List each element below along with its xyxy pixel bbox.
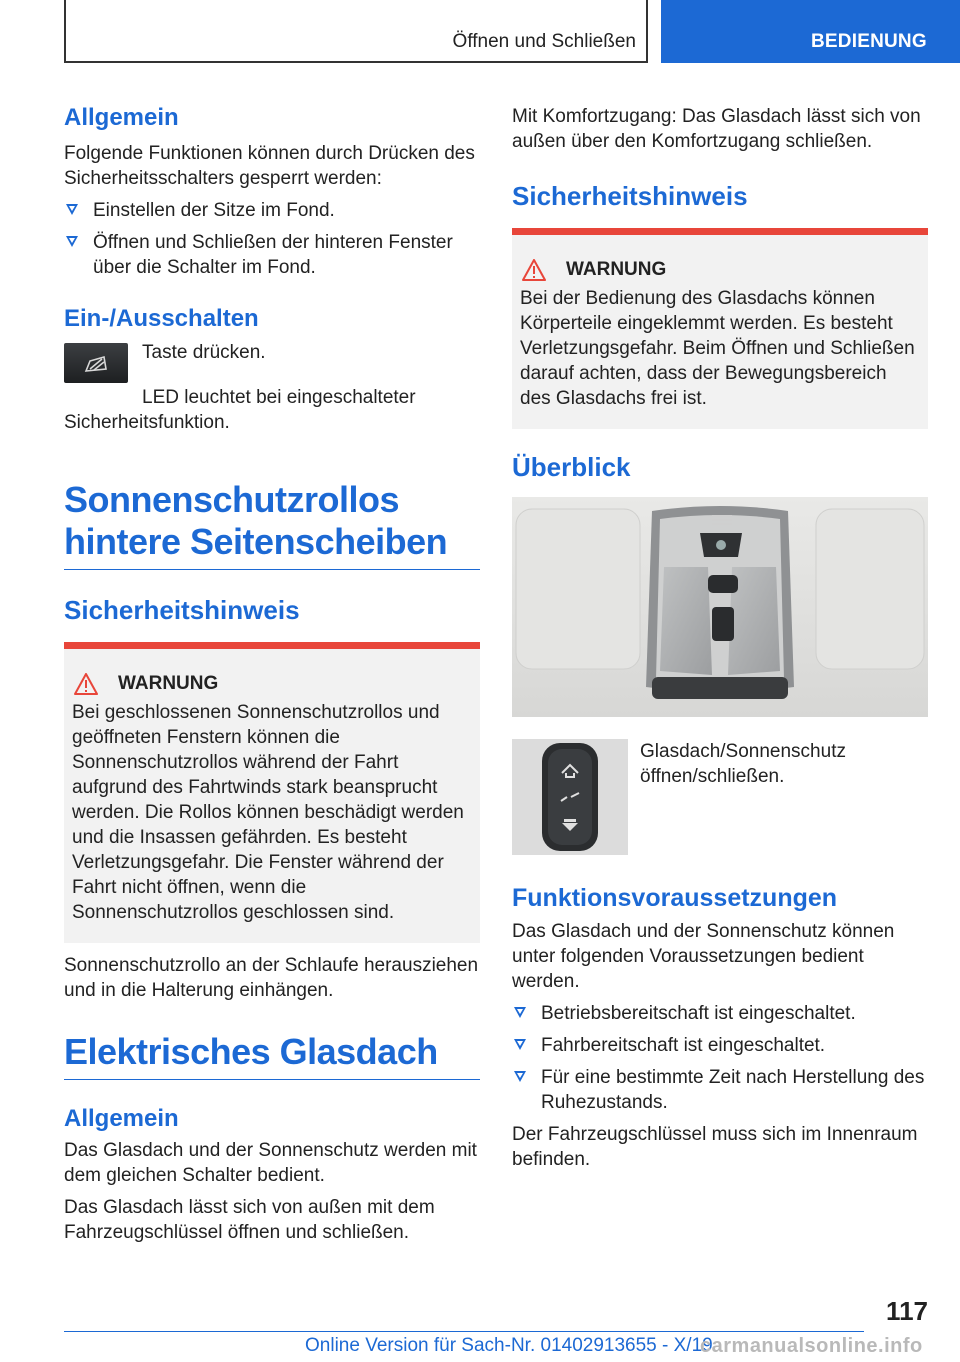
safety-switch-button-icon (64, 343, 128, 383)
triangle-bullet-icon (514, 1039, 526, 1050)
warning-text: Bei geschlossenen Sonnenschutzrollos und geöffneten Fenstern können die Sonnenschutzrollos während der Fahrt aufgrund des Fahrtwinds stark beansprucht werden. Die Rollos können beschädigt werden und die Insassen gefährden. Es besteht Verletzungsgefahr. Die Fenster während der Fahrt nicht öffnen, wenn die Sonnenschutzrollos geschlossen sind. (72, 702, 464, 923)
triangle-bullet-icon (66, 236, 78, 247)
einaus-row (64, 340, 480, 383)
footer-online-version: Online Version für Sach-Nr. 01402913655 - X/19 (305, 1335, 713, 1356)
ueberblick-heading: Überblick (512, 452, 631, 482)
warning-text: Bei der Bedienung des Glasdachs können Körperteile eingeklemmt werden. Es besteht Verletzungsgefahr. Beim Öffnen und Schließen darauf achten, dass der Bewegungsbereich des Glasdachs frei ist. (520, 288, 915, 409)
allgemein-text: Folgende Funktionen können durch Drücken des Sicherheitsschalters gesperrt werden: (64, 143, 475, 189)
sonnenschutz-text: Sonnenschutzrollo an der Schlaufe herausziehen und in die Halterung einhängen. (64, 955, 479, 1001)
right-column (512, 100, 928, 1172)
list-item: Für eine bestimmte Zeit nach Herstellung des Ruhezustands. (512, 1065, 928, 1115)
footer-divider (64, 1331, 864, 1332)
list-item: Öffnen und Schließen der hinteren Fenster über die Schalter im Fond. (64, 230, 480, 280)
funktion-heading: Funktionsvoraussetzungen (512, 884, 838, 912)
overhead-console-image (512, 497, 928, 717)
triangle-bullet-icon (66, 204, 78, 215)
allgemein-list (64, 198, 480, 280)
list-item: Betriebsbereitschaft ist eingeschaltet. (512, 1001, 928, 1026)
einaus-line1: Taste drücken. (142, 342, 266, 363)
header-chapter-tab: BEDIENUNG (661, 0, 960, 63)
roof-switch-image (512, 739, 628, 855)
einaus-line2: LED leuchtet bei eingeschalteter Sicherheitsfunktion. (64, 387, 416, 433)
list-item: Einstellen der Sitze im Fond. (64, 198, 480, 223)
header-section-title: Öffnen und Schließen (452, 31, 636, 52)
schluessel-text: Der Fahrzeugschlüssel muss sich im Innenraum befinden. (512, 1124, 918, 1170)
button-caption: Glasdach/Sonnenschutz öffnen/schließen. (640, 741, 846, 787)
allgemein2-p2: Das Glasdach lässt sich von außen mit dem Fahrzeugschlüssel öffnen und schließen. (64, 1197, 435, 1243)
glasdach-heading: Elektrisches Glasdach (64, 1031, 480, 1080)
warning-box-right (512, 228, 928, 429)
warning-box-left (64, 642, 480, 943)
triangle-bullet-icon (514, 1007, 526, 1018)
allgemein2-heading: Allgemein (64, 1105, 179, 1132)
warning-triangle-icon (74, 673, 98, 695)
list-item: Fahrbereitschaft ist eingeschaltet. (512, 1033, 928, 1058)
sicherheit-heading-right: Sicherheitshinweis (512, 181, 748, 211)
watermark: carmanualsonline.info (700, 1335, 923, 1357)
button-caption-row (512, 739, 928, 855)
warning-label: WARNUNG (566, 259, 667, 280)
warning-label: WARNUNG (118, 673, 219, 694)
allgemein-heading: Allgemein (64, 104, 179, 131)
warning-triangle-icon (522, 259, 546, 281)
triangle-bullet-icon (514, 1071, 526, 1082)
sicherheit-heading-left: Sicherheitshinweis (64, 595, 300, 625)
left-column (64, 100, 480, 1245)
funktion-text: Das Glasdach und der Sonnenschutz können unter folgenden Voraussetzungen bedient werden. (512, 921, 895, 992)
allgemein2-p1: Das Glasdach und der Sonnenschutz werden mit dem gleichen Schalter bedient. (64, 1140, 477, 1186)
sonnenschutz-heading: Sonnenschutzrollos hintere Seitenscheiben (64, 479, 480, 570)
page-number: 117 (886, 1296, 928, 1326)
einaus-heading: Ein-/Ausschalten (64, 305, 259, 332)
komfort-text: Mit Komfortzugang: Das Glasdach lässt sich von außen über den Komfortzugang schließen. (512, 106, 921, 152)
funktion-list (512, 1001, 928, 1115)
